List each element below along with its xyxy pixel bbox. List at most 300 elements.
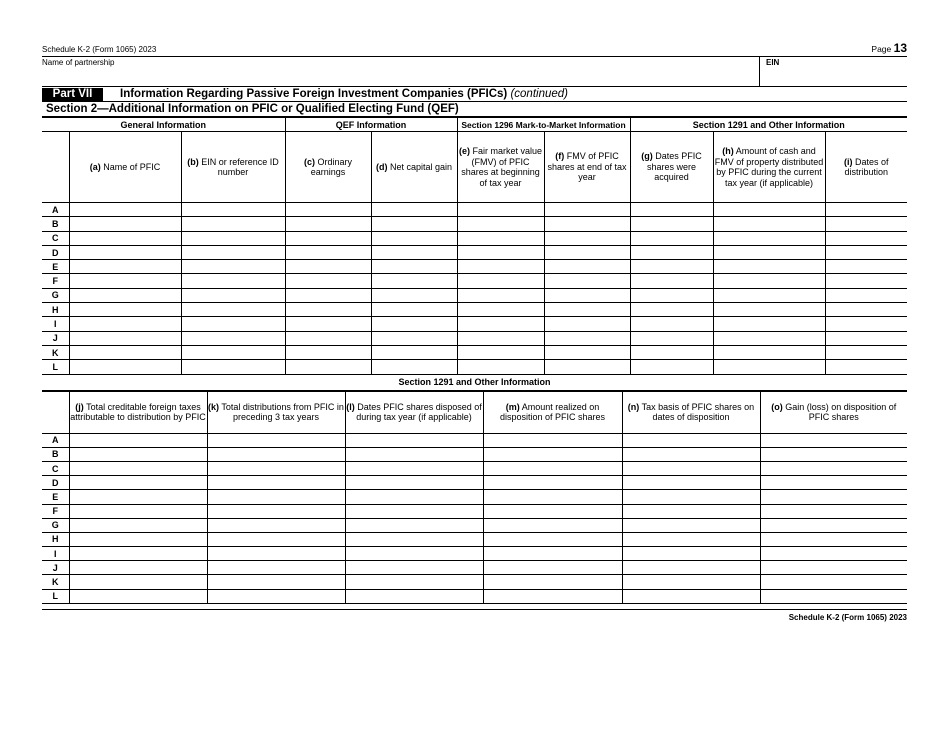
entry-cell[interactable] — [760, 490, 907, 504]
row-label: A — [42, 203, 69, 217]
entry-cell[interactable] — [483, 461, 622, 475]
col-text: Amount realized on disposition of PFIC shares — [499, 401, 606, 423]
row-label: E — [42, 490, 69, 504]
row-label: B — [42, 217, 69, 231]
entry-cell[interactable] — [345, 547, 483, 561]
entry-cell[interactable] — [544, 217, 630, 231]
entry-cell[interactable] — [760, 504, 907, 518]
table-row — [42, 203, 907, 217]
entry-cell[interactable] — [622, 518, 760, 532]
page-number — [871, 41, 907, 55]
table-row — [42, 532, 907, 546]
col-letter: (k) — [208, 401, 220, 412]
entry-cell[interactable] — [181, 360, 285, 374]
col-letter: (g) — [641, 151, 653, 162]
entry-cell[interactable] — [371, 303, 457, 317]
entry-cell[interactable] — [69, 504, 207, 518]
entry-cell[interactable] — [285, 203, 371, 217]
col-text: Amount of cash and FMV of property distributed by PFIC during the current tax year (if applicable) — [714, 146, 824, 188]
table-row — [42, 317, 907, 331]
table-row — [42, 447, 907, 461]
entry-cell[interactable] — [345, 433, 483, 447]
entry-cell[interactable] — [544, 245, 630, 259]
part-badge: Part VII — [42, 88, 103, 101]
row-label: G — [42, 288, 69, 302]
table-row — [42, 288, 907, 302]
entry-cell[interactable] — [760, 575, 907, 589]
entry-cell[interactable] — [713, 217, 825, 231]
entry-cell[interactable] — [760, 547, 907, 561]
entry-cell[interactable] — [713, 360, 825, 374]
entry-cell[interactable] — [69, 288, 181, 302]
page-label: Page — [871, 44, 892, 54]
entry-cell[interactable] — [207, 575, 345, 589]
entry-cell[interactable] — [69, 575, 207, 589]
entry-cell[interactable] — [181, 231, 285, 245]
entry-cell[interactable] — [69, 303, 181, 317]
row-label: G — [42, 518, 69, 532]
entry-cell[interactable] — [483, 433, 622, 447]
entry-cell[interactable] — [622, 504, 760, 518]
row-label: J — [42, 561, 69, 575]
ein-field[interactable] — [759, 57, 779, 86]
entry-cell[interactable] — [622, 490, 760, 504]
entry-cell[interactable] — [69, 532, 207, 546]
entry-cell[interactable] — [630, 245, 713, 259]
entry-cell[interactable] — [181, 260, 285, 274]
entry-cell[interactable] — [207, 532, 345, 546]
col-text: Gain (loss) on disposition of PFIC shares — [782, 401, 897, 423]
entry-cell[interactable] — [760, 433, 907, 447]
table-row — [42, 245, 907, 259]
form-header — [42, 40, 907, 56]
entry-cell[interactable] — [285, 360, 371, 374]
entry-cell[interactable] — [457, 317, 544, 331]
col-letter: (c) — [303, 156, 315, 167]
table-row — [42, 274, 907, 288]
page-number-value: 13 — [893, 41, 907, 55]
entry-cell[interactable] — [181, 331, 285, 345]
entry-cell[interactable] — [544, 345, 630, 359]
entry-cell[interactable] — [630, 345, 713, 359]
entry-cell[interactable] — [630, 331, 713, 345]
entry-cell[interactable] — [760, 518, 907, 532]
entry-cell[interactable] — [207, 518, 345, 532]
table-row — [42, 476, 907, 490]
entry-cell[interactable] — [69, 518, 207, 532]
row-label: L — [42, 360, 69, 374]
table-row — [42, 433, 907, 447]
entry-cell[interactable] — [825, 217, 907, 231]
t1-col-header-e — [457, 132, 544, 203]
entry-cell[interactable] — [544, 331, 630, 345]
table-row — [42, 345, 907, 359]
entry-cell[interactable] — [630, 217, 713, 231]
entry-cell[interactable] — [285, 231, 371, 245]
entry-cell[interactable] — [483, 504, 622, 518]
entry-cell[interactable] — [713, 317, 825, 331]
col-letter: (l) — [346, 401, 355, 412]
entry-cell[interactable] — [457, 231, 544, 245]
entry-cell[interactable] — [345, 518, 483, 532]
entry-cell[interactable] — [207, 433, 345, 447]
entry-cell[interactable] — [207, 547, 345, 561]
col-letter: (j) — [75, 401, 84, 412]
partnership-name-row — [42, 56, 907, 87]
entry-cell[interactable] — [69, 274, 181, 288]
entry-cell[interactable] — [181, 303, 285, 317]
entry-cell[interactable] — [207, 461, 345, 475]
entry-cell[interactable] — [713, 260, 825, 274]
entry-cell[interactable] — [630, 317, 713, 331]
part-title-text: Information Regarding Passive Foreign Investment Companies (PFICs) — [120, 88, 508, 100]
form-page — [42, 40, 907, 622]
t2-col-header-n — [622, 391, 760, 433]
entry-cell[interactable] — [630, 274, 713, 288]
entry-cell[interactable] — [371, 331, 457, 345]
table-row — [42, 231, 907, 245]
entry-cell[interactable] — [483, 575, 622, 589]
entry-cell[interactable] — [69, 260, 181, 274]
entry-cell[interactable] — [483, 518, 622, 532]
section-title: Section 2—Additional Information on PFIC or Qualified Electing Fund (QEF) — [42, 102, 907, 117]
entry-cell[interactable] — [622, 532, 760, 546]
entry-cell[interactable] — [544, 317, 630, 331]
t2-col-header-k — [207, 391, 345, 433]
ein-label: EIN — [766, 58, 780, 67]
table-row — [42, 360, 907, 374]
entry-cell[interactable] — [622, 589, 760, 603]
entry-cell[interactable] — [483, 490, 622, 504]
entry-cell[interactable] — [69, 360, 181, 374]
col-text: Net capital gain — [387, 161, 453, 172]
form-footer: Schedule K-2 (Form 1065) 2023 — [42, 609, 907, 622]
row-label: F — [42, 274, 69, 288]
row-label: D — [42, 476, 69, 490]
entry-cell[interactable] — [345, 490, 483, 504]
group-section-1291: Section 1291 and Other Information — [630, 118, 907, 132]
entry-cell[interactable] — [371, 317, 457, 331]
entry-cell[interactable] — [630, 288, 713, 302]
entry-cell[interactable] — [181, 245, 285, 259]
entry-cell[interactable] — [713, 245, 825, 259]
entry-cell[interactable] — [457, 245, 544, 259]
entry-cell[interactable] — [285, 303, 371, 317]
entry-cell[interactable] — [371, 360, 457, 374]
entry-cell[interactable] — [825, 203, 907, 217]
entry-cell[interactable] — [285, 245, 371, 259]
entry-cell[interactable] — [181, 217, 285, 231]
entry-cell[interactable] — [825, 360, 907, 374]
entry-cell[interactable] — [760, 476, 907, 490]
entry-cell[interactable] — [630, 303, 713, 317]
entry-cell[interactable] — [630, 360, 713, 374]
t2-col-header-j — [69, 391, 207, 433]
entry-cell[interactable] — [285, 331, 371, 345]
partnership-name-field[interactable]: Name of partnership — [42, 58, 115, 67]
col-letter: (o) — [771, 401, 783, 412]
entry-cell[interactable] — [69, 476, 207, 490]
row-label: K — [42, 345, 69, 359]
entry-cell[interactable] — [69, 217, 181, 231]
entry-cell[interactable] — [825, 303, 907, 317]
entry-cell[interactable] — [760, 561, 907, 575]
entry-cell[interactable] — [457, 345, 544, 359]
entry-cell[interactable] — [544, 203, 630, 217]
col-letter: (e) — [458, 146, 470, 156]
entry-cell[interactable] — [371, 345, 457, 359]
col-text: Tax basis of PFIC shares on dates of disposition — [639, 401, 755, 423]
group-header-row — [42, 118, 907, 132]
row-label-header-2 — [42, 391, 69, 433]
part-title — [120, 88, 568, 101]
col-letter: (i) — [843, 156, 853, 167]
col-text: Dates PFIC shares disposed of during tax year (if applicable) — [354, 401, 482, 423]
entry-cell[interactable] — [457, 274, 544, 288]
entry-cell[interactable] — [207, 490, 345, 504]
entry-cell[interactable] — [760, 532, 907, 546]
entry-cell[interactable] — [69, 461, 207, 475]
entry-cell[interactable] — [207, 589, 345, 603]
entry-cell[interactable] — [457, 260, 544, 274]
col-letter: (h) — [722, 146, 734, 156]
entry-cell[interactable] — [69, 245, 181, 259]
col-text: Total distributions from PFIC in preceding 3 tax years — [219, 401, 344, 423]
entry-cell[interactable] — [345, 532, 483, 546]
entry-cell[interactable] — [207, 504, 345, 518]
entry-cell[interactable] — [371, 245, 457, 259]
row-label: C — [42, 231, 69, 245]
entry-cell[interactable] — [713, 331, 825, 345]
col-letter: (n) — [627, 401, 640, 412]
col-letter: (d) — [375, 161, 388, 172]
entry-cell[interactable] — [622, 561, 760, 575]
row-label: K — [42, 575, 69, 589]
entry-cell[interactable] — [207, 447, 345, 461]
entry-cell[interactable] — [69, 345, 181, 359]
entry-cell[interactable] — [207, 476, 345, 490]
entry-cell[interactable] — [371, 260, 457, 274]
entry-cell[interactable] — [544, 231, 630, 245]
entry-cell[interactable] — [371, 274, 457, 288]
entry-cell[interactable] — [285, 217, 371, 231]
entry-cell[interactable] — [760, 447, 907, 461]
entry-cell[interactable] — [760, 461, 907, 475]
section-1291-title: Section 1291 and Other Information — [42, 374, 907, 391]
entry-cell[interactable] — [181, 345, 285, 359]
t1-col-header-d — [371, 132, 457, 203]
t1-col-header-f — [544, 132, 630, 203]
entry-cell[interactable] — [544, 260, 630, 274]
form-id: Schedule K-2 (Form 1065) 2023 — [42, 45, 157, 54]
row-label: B — [42, 447, 69, 461]
entry-cell[interactable] — [69, 561, 207, 575]
col-text: EIN or reference ID number — [198, 156, 279, 177]
row-label: D — [42, 245, 69, 259]
row-label: L — [42, 589, 69, 603]
table-row — [42, 490, 907, 504]
table-row — [42, 518, 907, 532]
entry-cell[interactable] — [207, 561, 345, 575]
t2-col-header-l — [345, 391, 483, 433]
entry-cell[interactable] — [544, 274, 630, 288]
entry-cell[interactable] — [69, 331, 181, 345]
entry-cell[interactable] — [69, 231, 181, 245]
entry-cell[interactable] — [181, 203, 285, 217]
entry-cell[interactable] — [69, 433, 207, 447]
t1-col-header-g — [630, 132, 713, 203]
row-label: I — [42, 317, 69, 331]
row-label-header — [42, 132, 69, 203]
entry-cell[interactable] — [345, 461, 483, 475]
t1-col-header-b — [181, 132, 285, 203]
entry-cell[interactable] — [630, 203, 713, 217]
col-letter: (m) — [505, 401, 520, 412]
col-letter: (b) — [187, 156, 199, 167]
entry-cell[interactable] — [345, 589, 483, 603]
table-row — [42, 547, 907, 561]
entry-cell[interactable] — [285, 317, 371, 331]
entry-cell[interactable] — [630, 260, 713, 274]
t1-col-header-i — [825, 132, 907, 203]
entry-cell[interactable] — [457, 303, 544, 317]
entry-cell[interactable] — [630, 231, 713, 245]
group-general-info: General Information — [42, 118, 285, 132]
t1-col-header-h — [713, 132, 825, 203]
row-label: A — [42, 433, 69, 447]
entry-cell[interactable] — [345, 575, 483, 589]
entry-cell[interactable] — [713, 345, 825, 359]
column-header-row — [42, 132, 907, 203]
row-label: F — [42, 504, 69, 518]
entry-cell[interactable] — [181, 317, 285, 331]
entry-cell[interactable] — [457, 360, 544, 374]
table-row — [42, 217, 907, 231]
col-text: Total creditable foreign taxes attributable to distribution by PFIC — [70, 401, 206, 423]
table-row — [42, 260, 907, 274]
entry-cell[interactable] — [345, 504, 483, 518]
table-row — [42, 461, 907, 475]
entry-cell[interactable] — [825, 331, 907, 345]
row-label: C — [42, 461, 69, 475]
t1-col-header-a — [69, 132, 181, 203]
table-row — [42, 303, 907, 317]
entry-cell[interactable] — [713, 274, 825, 288]
entry-cell[interactable] — [713, 203, 825, 217]
entry-cell[interactable] — [345, 561, 483, 575]
entry-cell[interactable] — [371, 217, 457, 231]
entry-cell[interactable] — [345, 447, 483, 461]
table-row — [42, 589, 907, 603]
entry-cell[interactable] — [457, 331, 544, 345]
entry-cell[interactable] — [825, 288, 907, 302]
entry-cell[interactable] — [285, 288, 371, 302]
entry-cell[interactable] — [622, 447, 760, 461]
col-text: FMV of PFIC shares at end of tax year — [547, 151, 627, 183]
entry-cell[interactable] — [825, 260, 907, 274]
entry-cell[interactable] — [544, 303, 630, 317]
row-label: H — [42, 532, 69, 546]
entry-cell[interactable] — [622, 575, 760, 589]
entry-cell[interactable] — [285, 274, 371, 288]
entry-cell[interactable] — [825, 274, 907, 288]
col-text: Dates of distribution — [844, 156, 889, 177]
row-label: E — [42, 260, 69, 274]
entry-cell[interactable] — [622, 433, 760, 447]
entry-cell[interactable] — [371, 203, 457, 217]
column-header-row-2 — [42, 391, 907, 433]
entry-cell[interactable] — [825, 231, 907, 245]
group-section-1296: Section 1296 Mark-to-Market Information — [457, 118, 630, 132]
entry-cell[interactable] — [483, 547, 622, 561]
entry-cell[interactable] — [544, 360, 630, 374]
col-letter: (f) — [555, 151, 565, 162]
t2-col-header-o — [760, 391, 907, 433]
table-row — [42, 504, 907, 518]
entry-cell[interactable] — [825, 317, 907, 331]
entry-cell[interactable] — [825, 245, 907, 259]
entry-cell[interactable] — [483, 532, 622, 546]
entry-cell[interactable] — [371, 288, 457, 302]
row-label: H — [42, 303, 69, 317]
entry-cell[interactable] — [622, 547, 760, 561]
col-text: Dates PFIC shares were acquired — [646, 151, 702, 183]
entry-cell[interactable] — [69, 547, 207, 561]
entry-cell[interactable] — [483, 561, 622, 575]
pfic-table-2 — [42, 391, 907, 604]
entry-cell[interactable] — [181, 288, 285, 302]
col-text: Fair market value (FMV) of PFIC shares at beginning of tax year — [461, 146, 543, 188]
entry-cell[interactable] — [69, 317, 181, 331]
entry-cell[interactable] — [483, 447, 622, 461]
col-text: Name of PFIC — [100, 161, 161, 172]
entry-cell[interactable] — [713, 288, 825, 302]
entry-cell[interactable] — [69, 203, 181, 217]
entry-cell[interactable] — [483, 589, 622, 603]
entry-cell[interactable] — [713, 303, 825, 317]
entry-cell[interactable] — [69, 447, 207, 461]
t2-col-header-m — [483, 391, 622, 433]
row-label: I — [42, 547, 69, 561]
entry-cell[interactable] — [622, 476, 760, 490]
entry-cell[interactable] — [69, 589, 207, 603]
col-letter: (a) — [89, 161, 101, 172]
part-header — [42, 88, 907, 102]
entry-cell[interactable] — [457, 217, 544, 231]
entry-cell[interactable] — [457, 203, 544, 217]
entry-cell[interactable] — [713, 231, 825, 245]
entry-cell[interactable] — [544, 288, 630, 302]
entry-cell[interactable] — [69, 490, 207, 504]
entry-cell[interactable] — [825, 345, 907, 359]
entry-cell[interactable] — [760, 589, 907, 603]
table-row — [42, 331, 907, 345]
entry-cell[interactable] — [181, 274, 285, 288]
entry-cell[interactable] — [285, 345, 371, 359]
entry-cell[interactable] — [285, 260, 371, 274]
table-row — [42, 575, 907, 589]
entry-cell[interactable] — [345, 476, 483, 490]
entry-cell[interactable] — [622, 461, 760, 475]
entry-cell[interactable] — [371, 231, 457, 245]
entry-cell[interactable] — [483, 476, 622, 490]
t1-col-header-c — [285, 132, 371, 203]
part-continued: (continued) — [510, 88, 568, 100]
row-label: J — [42, 331, 69, 345]
table-row — [42, 561, 907, 575]
col-text: Ordinary earnings — [310, 156, 352, 177]
entry-cell[interactable] — [457, 288, 544, 302]
